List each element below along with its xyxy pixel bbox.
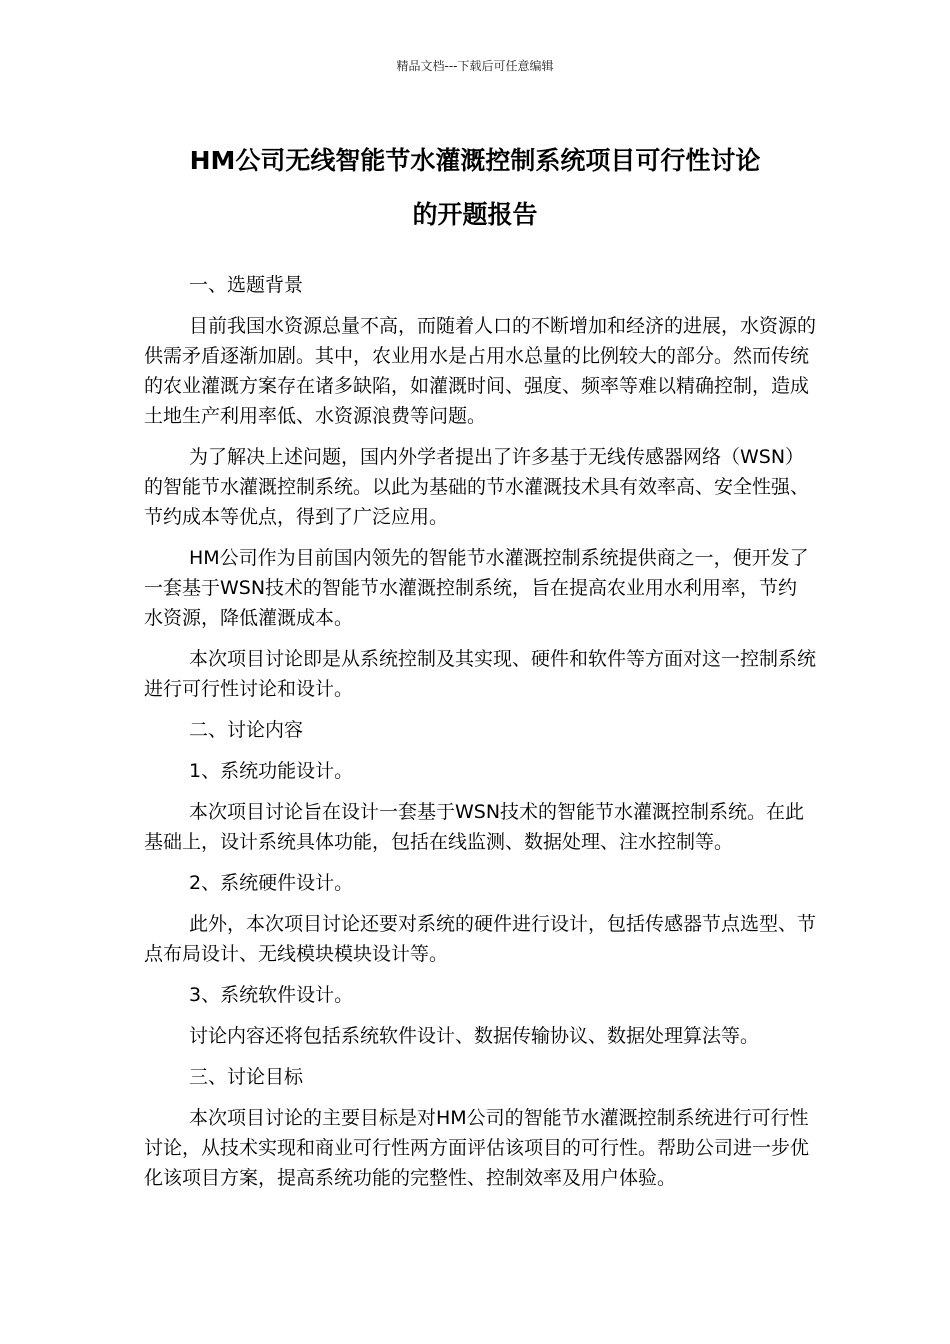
document-title (100, 134, 850, 242)
paragraph-background-1: 目前我国水资源总量不高，而随着人口的不断增加和经济的进展，水资源的供需矛盾逐渐加剧。其中，农业用水是占用水总量的比例较大的部分。然而传统的农业灌溉方案存在诸多缺陷，如灌溉时间、强度、频率等难以精确控制，造成土地生产利用率低、水资源浪费等问题。 (144, 315, 817, 427)
paragraph-software-design: 讨论内容还将包括系统软件设计、数据传输协议、数据处理算法等。 (189, 1025, 760, 1047)
section-heading-background: 一、选题背景 (189, 274, 304, 296)
title-line-1: HM公司无线智能节水灌溉控制系统项目可行性讨论 (189, 146, 761, 175)
header-note: 精品文档---下载后可任意编辑 (396, 59, 554, 73)
section-heading-goals: 三、讨论目标 (189, 1066, 304, 1088)
subheading-software-design: 3、系统软件设计。 (189, 984, 354, 1006)
document-body (144, 270, 816, 1204)
paragraph-function-design: 本次项目讨论旨在设计一套基于WSN技术的智能节水灌溉控制系统。在此基础上，设计系统具体功能，包括在线监测、数据处理、注水控制等。 (144, 801, 805, 853)
paragraph-background-3: HM公司作为目前国内领先的智能节水灌溉控制系统提供商之一，便开发了一套基于WSN技术的智能节水灌溉控制系统，旨在提高农业用水利用率，节约水资源，降低灌溉成本。 (144, 547, 809, 629)
subheading-hardware-design: 2、系统硬件设计。 (189, 872, 354, 894)
paragraph-goals: 本次项目讨论的主要目标是对HM公司的智能节水灌溉控制系统进行可行性讨论，从技术实现和商业可行性两方面评估该项目的可行性。帮助公司进一步优化该项目方案，提高系统功能的完整性、控制效率及用户体验。 (144, 1107, 810, 1189)
paragraph-background-4: 本次项目讨论即是从系统控制及其实现、硬件和软件等方面对这一控制系统进行可行性讨论和设计。 (144, 648, 817, 700)
subheading-function-design: 1、系统功能设计。 (189, 760, 354, 782)
paragraph-background-2: 为了解决上述问题，国内外学者提出了许多基于无线传感器网络（WSN）的智能节水灌溉控制系统。以此为基础的节水灌溉技术具有效率高、安全性强、节约成本等优点，得到了广泛应用。 (144, 446, 810, 528)
section-heading-content: 二、讨论内容 (189, 719, 304, 741)
title-line-2: 的开题报告 (412, 200, 538, 229)
paragraph-hardware-design: 此外，本次项目讨论还要对系统的硬件进行设计，包括传感器节点选型、节点布局设计、无线模块模块设计等。 (144, 913, 817, 965)
